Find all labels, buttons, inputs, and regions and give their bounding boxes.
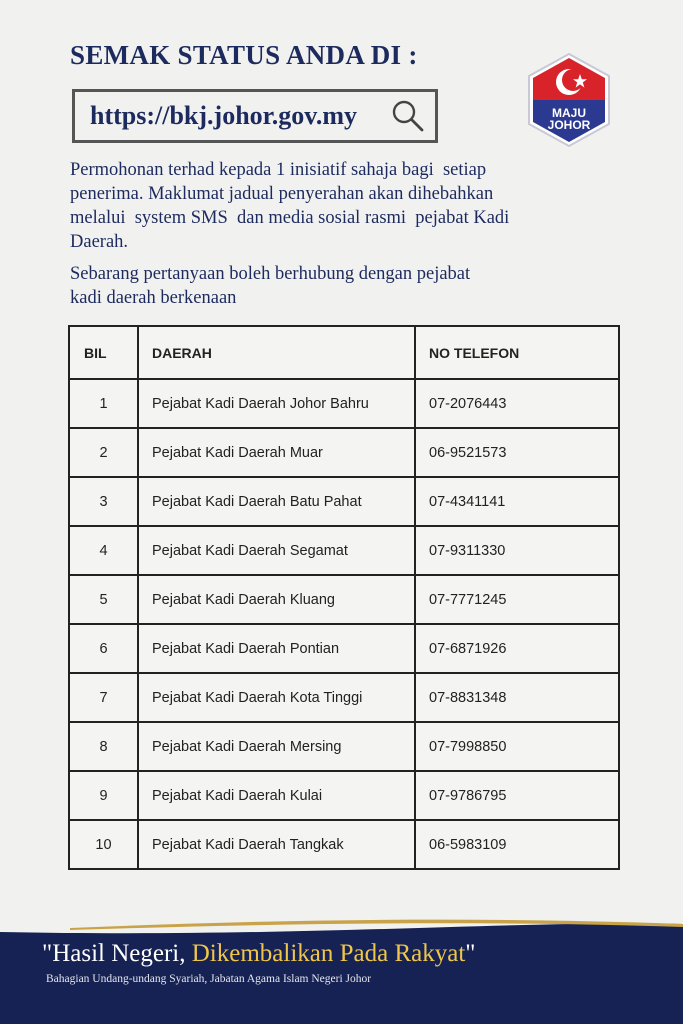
cell-bil: 5	[69, 575, 138, 624]
table-row	[69, 526, 619, 575]
cell-telefon: 07-8831348	[415, 673, 619, 722]
header-daerah: DAERAH	[138, 326, 415, 379]
cell-bil: 8	[69, 722, 138, 771]
url-box[interactable]	[72, 89, 438, 143]
cell-bil: 3	[69, 477, 138, 526]
table-header-row	[69, 326, 619, 379]
cell-daerah: Pejabat Kadi Daerah Mersing	[138, 722, 415, 771]
cell-bil: 6	[69, 624, 138, 673]
cell-telefon: 07-6871926	[415, 624, 619, 673]
cell-telefon: 07-7771245	[415, 575, 619, 624]
cell-telefon: 07-9786795	[415, 771, 619, 820]
cell-telefon: 07-9311330	[415, 526, 619, 575]
page-title: SEMAK STATUS ANDA DI :	[70, 40, 418, 70]
table-row	[69, 673, 619, 722]
cell-telefon: 07-4341141	[415, 477, 619, 526]
cell-bil: 9	[69, 771, 138, 820]
url-link[interactable]: https://bkj.johor.gov.my	[90, 101, 358, 130]
cell-daerah: Pejabat Kadi Daerah Kluang	[138, 575, 415, 624]
cell-bil: 7	[69, 673, 138, 722]
cell-bil: 1	[69, 379, 138, 428]
cell-bil: 2	[69, 428, 138, 477]
cell-daerah: Pejabat Kadi Daerah Tangkak	[138, 820, 415, 869]
cell-telefon: 07-2076443	[415, 379, 619, 428]
slogan-part-1: "Hasil Negeri,	[42, 940, 192, 967]
table-row	[69, 379, 619, 428]
table-row	[69, 722, 619, 771]
table-row	[69, 820, 619, 869]
cell-daerah: Pejabat Kadi Daerah Batu Pahat	[138, 477, 415, 526]
logo-text-johor: JOHOR	[547, 118, 591, 132]
table-row	[69, 477, 619, 526]
cell-bil: 4	[69, 526, 138, 575]
cell-daerah: Pejabat Kadi Daerah Segamat	[138, 526, 415, 575]
table-row	[69, 624, 619, 673]
table-row	[69, 575, 619, 624]
footer-banner	[0, 918, 683, 1024]
header-bil: BIL	[69, 326, 138, 379]
cell-daerah: Pejabat Kadi Daerah Muar	[138, 428, 415, 477]
slogan-quote	[42, 940, 476, 968]
cell-daerah: Pejabat Kadi Daerah Kota Tinggi	[138, 673, 415, 722]
cell-telefon: 06-9521573	[415, 428, 619, 477]
cell-daerah: Pejabat Kadi Daerah Pontian	[138, 624, 415, 673]
table-row	[69, 428, 619, 477]
cell-telefon: 06-5983109	[415, 820, 619, 869]
logo-text-maju: MAJU	[551, 106, 587, 120]
search-icon	[391, 99, 425, 133]
intro-paragraph: Permohonan terhad kepada 1 inisiatif sahaja bagi setiap penerima. Maklumat jadual penyerahan akan dihebahkan melalui system SMS dan media sosial rasmi pejabat Kadi Daerah.	[70, 160, 510, 252]
cell-daerah: Pejabat Kadi Daerah Johor Bahru	[138, 379, 415, 428]
slogan-part-2: Dikembalikan Pada Rakyat	[191, 940, 466, 967]
cell-telefon: 07-7998850	[415, 722, 619, 771]
cell-daerah: Pejabat Kadi Daerah Kulai	[138, 771, 415, 820]
cell-bil: 10	[69, 820, 138, 869]
contact-paragraph: Sebarang pertanyaan boleh berhubung dengan pejabat kadi daerah berkenaan	[70, 264, 471, 308]
table-row	[69, 771, 619, 820]
department-name: Bahagian Undang-undang Syariah, Jabatan Agama Islam Negeri Johor	[46, 973, 372, 985]
kadi-office-table	[68, 325, 620, 870]
slogan-part-3: "	[465, 940, 476, 967]
maju-johor-logo	[525, 52, 613, 148]
header-telefon: NO TELEFON	[415, 326, 619, 379]
